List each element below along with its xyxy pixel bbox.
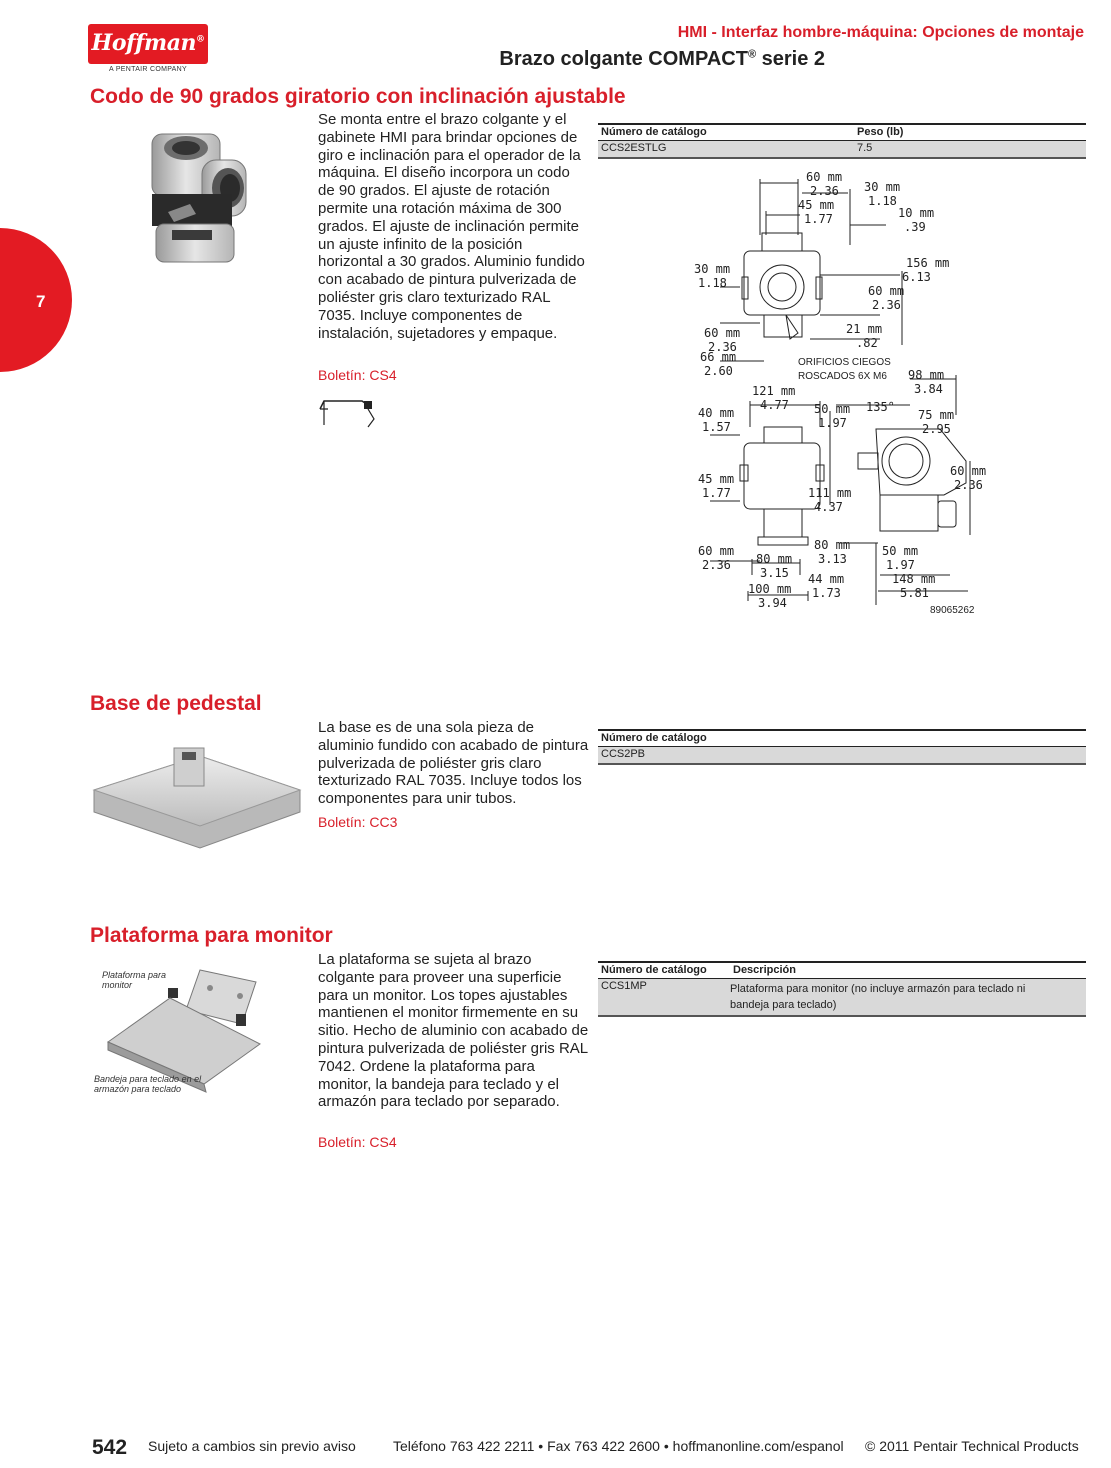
dim-label: .39 (904, 220, 926, 234)
footer-copyright: © 2011 Pentair Technical Products (865, 1438, 1079, 1454)
page-title: Brazo colgante COMPACT® serie 2 (499, 48, 825, 70)
dim-label: 100 mm (748, 582, 792, 596)
drawing-note: ORIFICIOS CIEGOS (798, 357, 891, 368)
col-header-catalog: Número de catálogo (601, 126, 707, 138)
dim-label: 50 mm (814, 402, 851, 416)
catalog-table-monitor-platform (598, 961, 1086, 1017)
dim-label: 60 mm (698, 544, 735, 558)
page-number: 542 (92, 1436, 128, 1459)
dim-label: 121 mm (752, 384, 796, 398)
table-row (598, 979, 1086, 1017)
dim-label: 21 mm (846, 322, 883, 336)
drawing-note: ROSCADOS 6X M6 (798, 371, 887, 382)
hoffman-logo (88, 24, 208, 64)
dim-label: 98 mm (908, 368, 945, 382)
swivel-elbow-bulletin[interactable]: Boletín: CS4 (318, 367, 397, 383)
footer-notice: Sujeto a cambios sin previo aviso (148, 1438, 356, 1454)
dim-label: 50 mm (882, 544, 919, 558)
monitor-platform-label: Plataforma para monitor (102, 970, 167, 990)
dim-label: 75 mm (918, 408, 955, 422)
mounting-symbol-icon (318, 395, 378, 434)
dim-label: 40 mm (698, 406, 735, 420)
dim-label: 3.84 (914, 382, 943, 396)
col-header-description: Descripción (733, 964, 796, 976)
dim-label: 2.36 (702, 558, 731, 572)
dim-label: 1.77 (804, 212, 833, 226)
dim-label: 60 mm (950, 464, 987, 478)
dim-label: 2.95 (922, 422, 951, 436)
dim-label: 45 mm (698, 472, 735, 486)
dim-label: 156 mm (906, 256, 950, 270)
table-header-row (598, 729, 1086, 747)
dim-label: 135° (866, 400, 895, 414)
col-header-catalog: Número de catálogo (601, 732, 707, 744)
dim-label: 80 mm (814, 538, 851, 552)
chapter-number: 7 (36, 292, 46, 311)
weight-value: 7.5 (857, 142, 873, 154)
dim-label: 3.94 (758, 596, 787, 610)
table-row (598, 747, 1086, 765)
keyboard-tray-label: Bandeja para teclado en el armazón para teclado (94, 1074, 202, 1094)
dim-label: 5.81 (900, 586, 929, 600)
pedestal-base-description: La base es de una sola pieza de aluminio fundido con acabado de pintura pulverizada de poliéster gris claro texturizado RAL 7035. Incluye todos los componentes para unir tubos. (318, 719, 589, 808)
section-title-swivel-elbow: Codo de 90 grados giratorio con inclinación ajustable (90, 85, 626, 108)
dim-label: 6.13 (902, 270, 931, 284)
monitor-platform-description: La plataforma se sujeta al brazo colgante para proveer una superficie para un monitor. Los topes ajustables mantienen el monitor firmemente en su sitio. Hecho de aluminio con acabado de pintura pulverizada de poliéster gris RAL 7042. Ordene la plataforma para monitor, la bandeja para teclado y el armazón para teclado por separado. (318, 951, 589, 1111)
table-header-row (598, 123, 1086, 141)
col-header-weight: Peso (lb) (857, 126, 904, 138)
pedestal-base-photo (88, 720, 304, 860)
table-header-row (598, 961, 1086, 979)
dim-label: .82 (856, 336, 878, 350)
col-header-catalog: Número de catálogo (601, 964, 707, 976)
logo-wordmark: Hoffman® (91, 30, 205, 56)
table-row (598, 141, 1086, 159)
swivel-elbow-description: Se monta entre el brazo colgante y el gabinete HMI para brindar opciones de giro e inclinación para el operador de la máquina. El diseño incorpora un codo de 90 grados. El ajuste de rotación permite una rotación máxima de 300 grados. El ajuste de inclinación permite un ajuste infinito de la posición horizontal a 30 grados. Aluminio fundido con acabado de pintura pulverizada de poliéster gris claro texturizado RAL 7035. Incluye componentes de instalación, sujetadores y empaque. (318, 111, 585, 342)
catalog-table-pedestal-base (598, 729, 1086, 765)
dim-label: 60 mm (868, 284, 905, 298)
section-title-monitor-platform: Plataforma para monitor (90, 924, 333, 947)
catalog-number: CCS2ESTLG (601, 142, 667, 154)
dimension-drawing (680, 165, 1000, 630)
pedestal-base-bulletin[interactable]: Boletín: CC3 (318, 814, 398, 830)
footer-contact[interactable]: Teléfono 763 422 2211 • Fax 763 422 2600 • hoffmanonline.com/espanol (393, 1438, 844, 1454)
dim-label: 10 mm (898, 206, 935, 220)
dim-label: 45 mm (798, 198, 835, 212)
dim-label: 1.18 (698, 276, 727, 290)
dim-label: 2.36 (708, 340, 737, 354)
product-description: Plataforma para monitor (no incluye armazón para teclado ni bandeja para teclado) (730, 983, 1026, 1011)
dim-label: 30 mm (694, 262, 731, 276)
dim-label: 3.13 (818, 552, 847, 566)
catalog-number: CCS1MP (601, 980, 647, 992)
logo-subtitle: A PENTAIR COMPANY (109, 66, 187, 73)
dim-label: 44 mm (808, 572, 845, 586)
dim-label: 4.77 (760, 398, 789, 412)
section-title-pedestal-base: Base de pedestal (90, 692, 262, 715)
dim-label: 1.18 (868, 194, 897, 208)
dim-label: 30 mm (864, 180, 901, 194)
dim-label: 111 mm (808, 486, 852, 500)
dim-label: 2.36 (810, 184, 839, 198)
catalog-table-swivel-elbow (598, 123, 1086, 159)
dim-label: 1.97 (818, 416, 847, 430)
dim-label: 80 mm (756, 552, 793, 566)
dim-label: 148 mm (892, 572, 936, 586)
monitor-platform-bulletin[interactable]: Boletín: CS4 (318, 1134, 397, 1150)
dim-label: 2.36 (954, 478, 983, 492)
dim-label: 60 mm (806, 170, 843, 184)
dim-label: 3.15 (760, 566, 789, 580)
dim-label: 4.37 (814, 500, 843, 514)
dim-label: 1.57 (702, 420, 731, 434)
dim-label: 60 mm (704, 326, 741, 340)
swivel-elbow-photo (90, 112, 300, 287)
dim-label: 2.60 (704, 364, 733, 378)
catalog-number: CCS2PB (601, 748, 646, 760)
dim-label: 66 mm (700, 350, 737, 364)
section-label: HMI - Interfaz hombre-máquina: Opciones de montaje (677, 24, 1084, 41)
dim-label: 2.36 (872, 298, 901, 312)
dim-label: 1.97 (886, 558, 915, 572)
drawing-reference: 89065262 (930, 605, 975, 616)
dim-label: 1.77 (702, 486, 731, 500)
dim-label: 1.73 (812, 586, 841, 600)
